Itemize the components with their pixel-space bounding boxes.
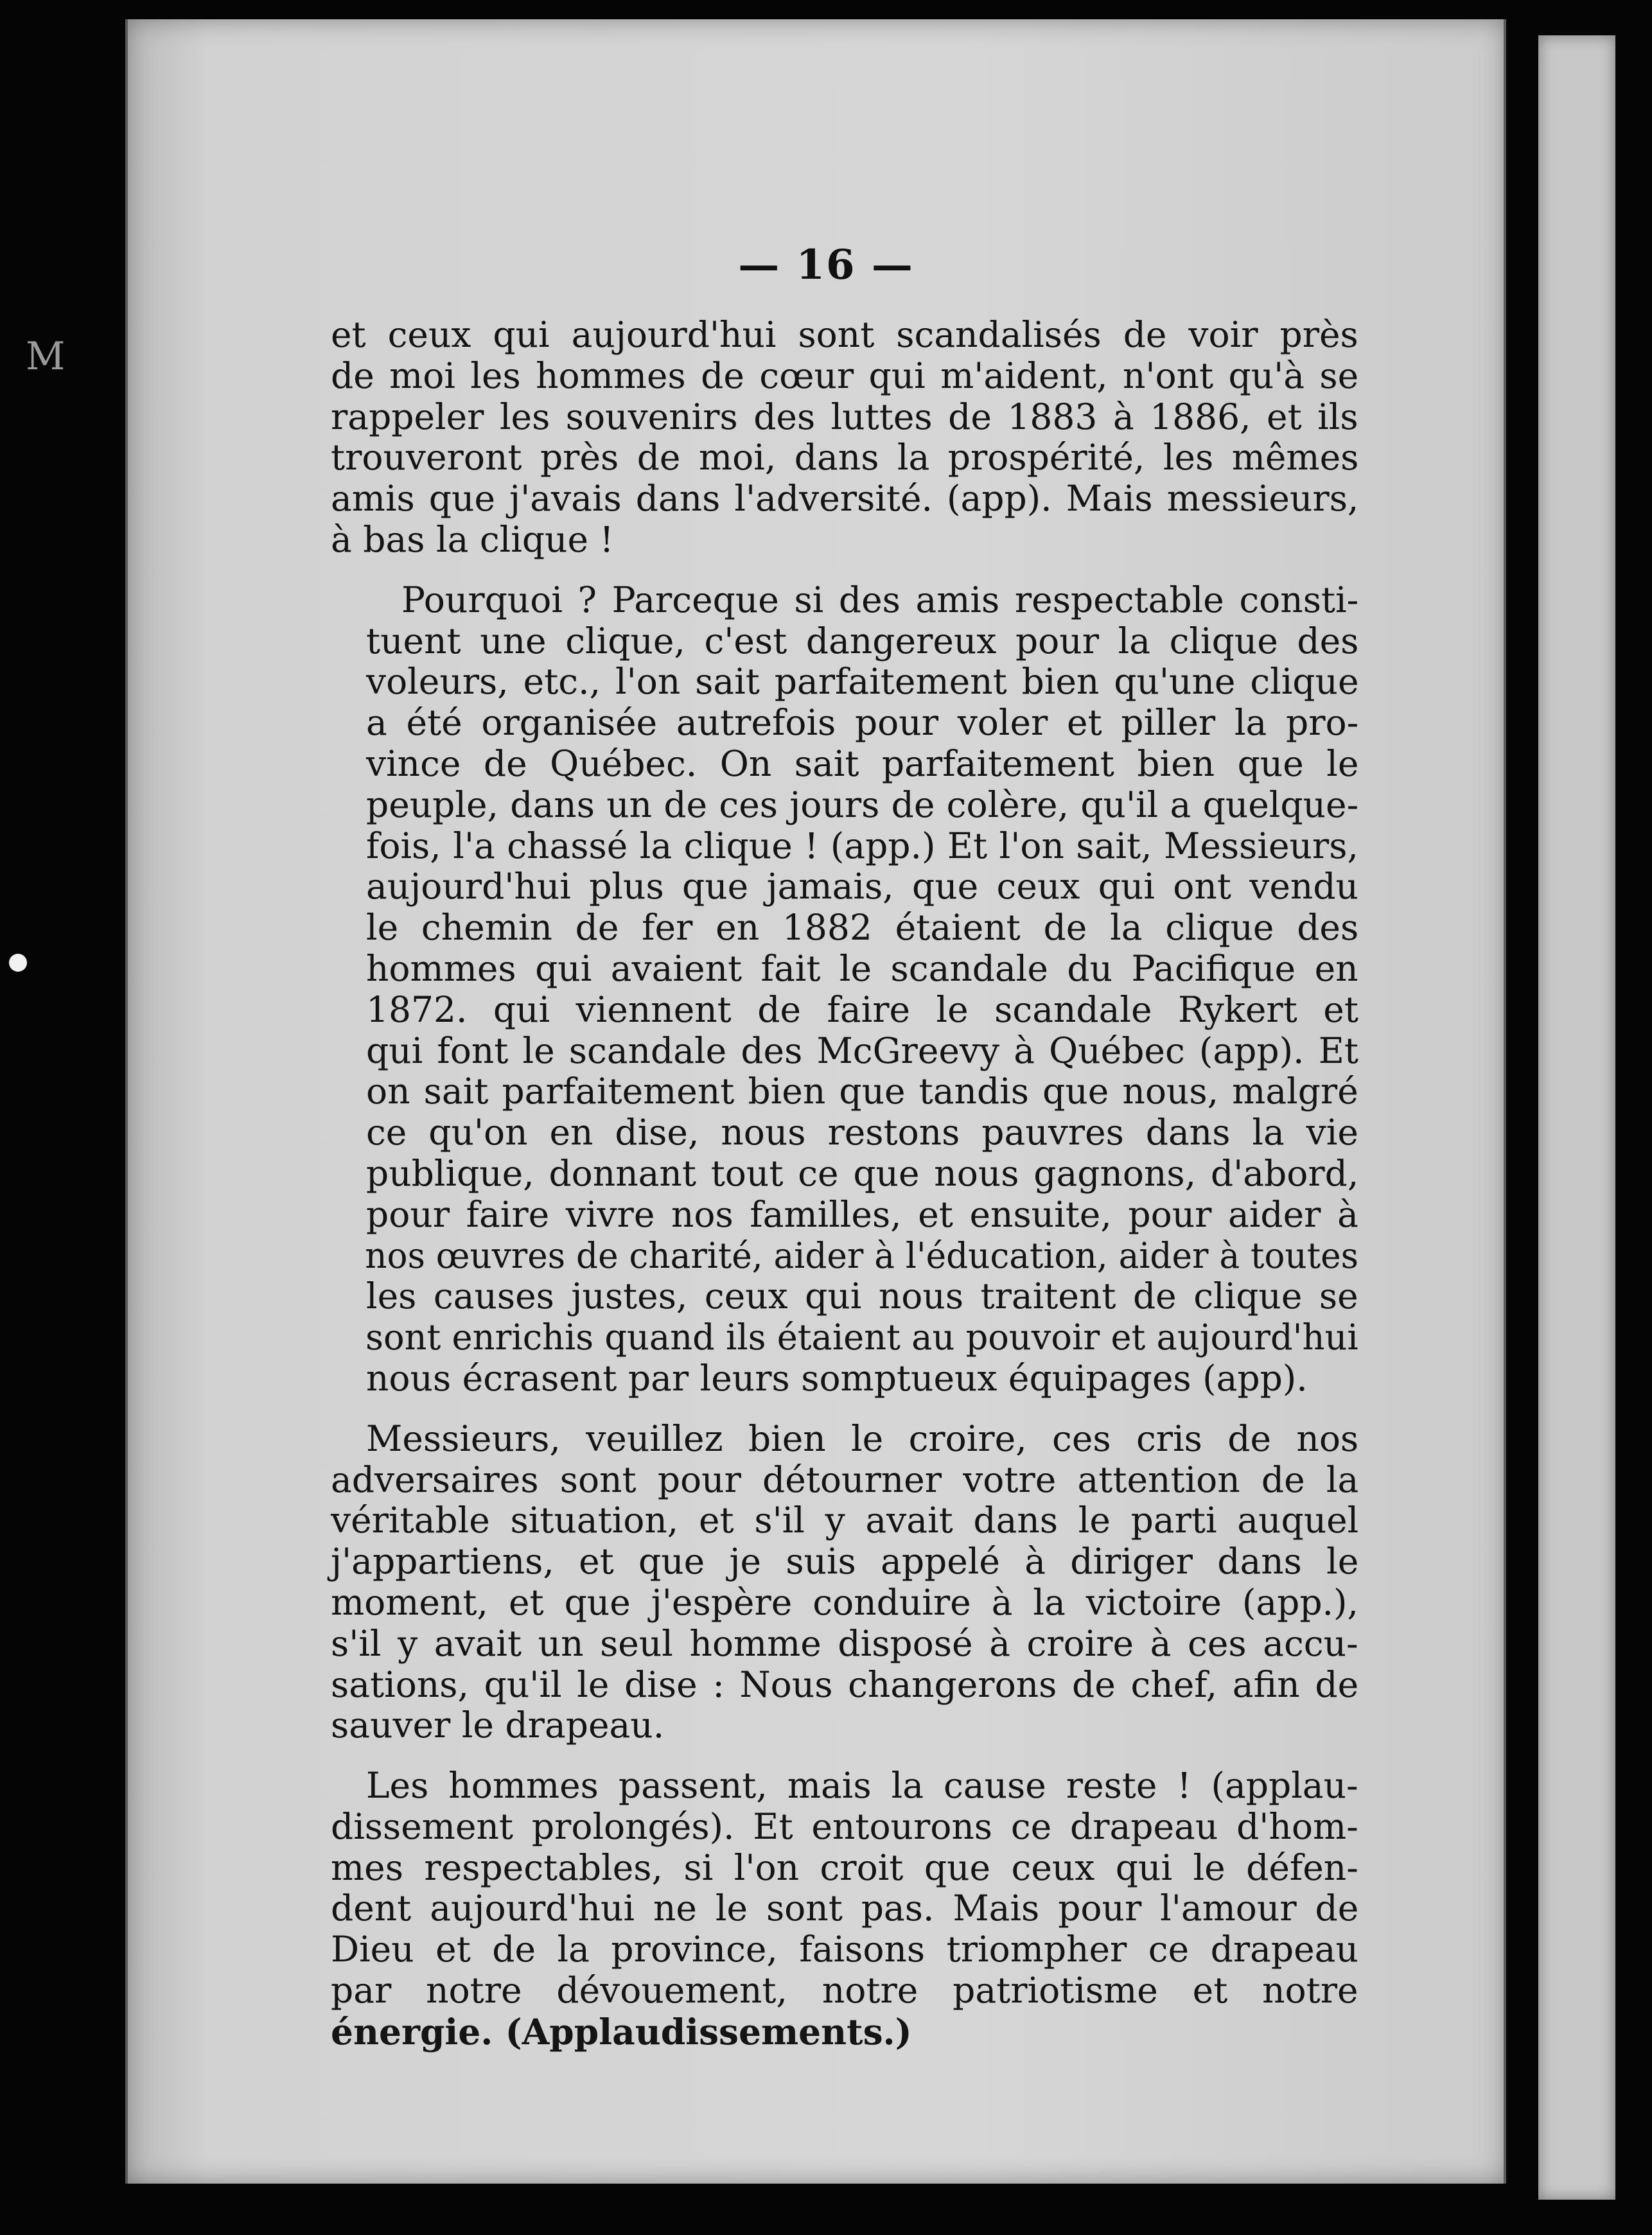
text-line: sations, qu'il le dise : Nous changerons de chef, afin de [331,1663,1359,1705]
text-line: Pourquoi ? Parceque si des amis respectable consti- [401,579,1359,620]
paragraph-4 [331,1766,1358,2053]
text-line: trouveront près de moi, dans la prospérité, les mêmes [331,437,1359,478]
facing-page-strip [1538,35,1615,2200]
text-line: mes respectables, si l'on croit que ceux qui le défen- [331,1846,1358,1888]
text-line: Les hommes passent, mais la cause reste ! (applau- [366,1765,1358,1807]
text-line: adversaires sont pour détourner votre attention de la [331,1459,1359,1500]
text-line: énergie. (Applaudissements.) [331,2010,912,2053]
text-line: sauver le drapeau. [331,1705,665,1746]
paragraph-2 [331,580,1358,1399]
text-line: tuent une clique, c'est dangereux pour la clique des [366,620,1359,662]
text-line: pour faire vivre nos familles, et ensuite, pour aider à [366,1193,1358,1235]
paragraph-3 [331,1419,1358,1746]
page-number: — 16 — [738,241,914,289]
text-line: peuple, dans un de ces jours de colère, qu'il a quelque- [366,784,1359,825]
text-line: rappeler les souvenirs des luttes de 1883 à 1886, et ils [331,396,1358,437]
text-line: nos œuvres de charité, aider à l'éducation, aider à toutes [365,1234,1358,1276]
text-line: Dieu et de la province, faisons triompher ce drapeau [331,1929,1358,1970]
text-line: et ceux qui aujourd'hui sont scandalisés de voir près [331,314,1358,355]
text-line: ce qu'on en dise, nous restons pauvres dans la vie [366,1112,1358,1153]
text-line: aujourd'hui plus que jamais, que ceux qui ont vendu [366,866,1358,907]
text-line: publique, donnant tout ce que nous gagnons, d'abord, [366,1152,1359,1194]
margin-mark: M [26,334,66,379]
page-edge-right [1504,19,1506,2184]
text-line: les causes justes, ceux qui nous traitent de clique se [366,1275,1358,1317]
page-edge-left [125,19,128,2184]
text-line: voleurs, etc., l'on sait parfaitement bien qu'une clique [366,661,1359,703]
text-line: vince de Québec. On sait parfaitement bien que le [366,742,1359,784]
text-line: sont enrichis quand ils étaient au pouvoir et aujourd'hui [365,1317,1358,1358]
text-line: fois, l'a chassé la clique ! (app.) Et l'on sait, Messieurs, [366,825,1358,866]
text-line: on sait parfaitement bien que tandis que nous, malgré [366,1071,1358,1112]
text-line: amis que j'avais dans l'adversité. (app). Mais messieurs, [331,478,1359,520]
text-line: dent aujourd'hui ne le sont pas. Mais pour l'amour de [331,1888,1359,1929]
text-line: le chemin de fer en 1882 étaient de la clique des [366,907,1359,949]
text-line: j'appartiens, et que je suis appelé à diriger dans le [331,1541,1359,1582]
film-speck [9,954,27,972]
text-line: a été organisée autrefois pour voler et piller la pro- [366,702,1359,744]
text-line: qui font le scandale des McGreevy à Québec (app). Et [366,1030,1358,1071]
text-line: Messieurs, veuillez bien le croire, ces cris de nos [366,1417,1359,1459]
text-line: véritable situation, et s'il y avait dans le parti auquel [331,1500,1359,1541]
text-line: moment, et que j'espère conduire à la victoire (app.), [331,1581,1358,1623]
text-line: 1872. qui viennent de faire le scandale Rykert et [366,988,1358,1030]
text-line: dissement prolongés). Et entourons ce drapeau d'hom- [331,1805,1358,1847]
text-line: hommes qui avaient fait le scandale du Pacifique en [366,947,1358,989]
text-line: nous écrasent par leurs somptueux équipages (app). [366,1357,1308,1399]
paragraph-1 [331,315,1358,561]
text-line: s'il y avait un seul homme disposé à croire à ces accu- [331,1622,1358,1664]
text-line: à bas la clique ! [331,518,614,560]
text-line: par notre dévouement, notre patriotisme et notre [331,1970,1358,2012]
text-line: de moi les hommes de cœur qui m'aident, n'ont qu'à se [331,355,1359,396]
page-text [331,315,1358,2053]
